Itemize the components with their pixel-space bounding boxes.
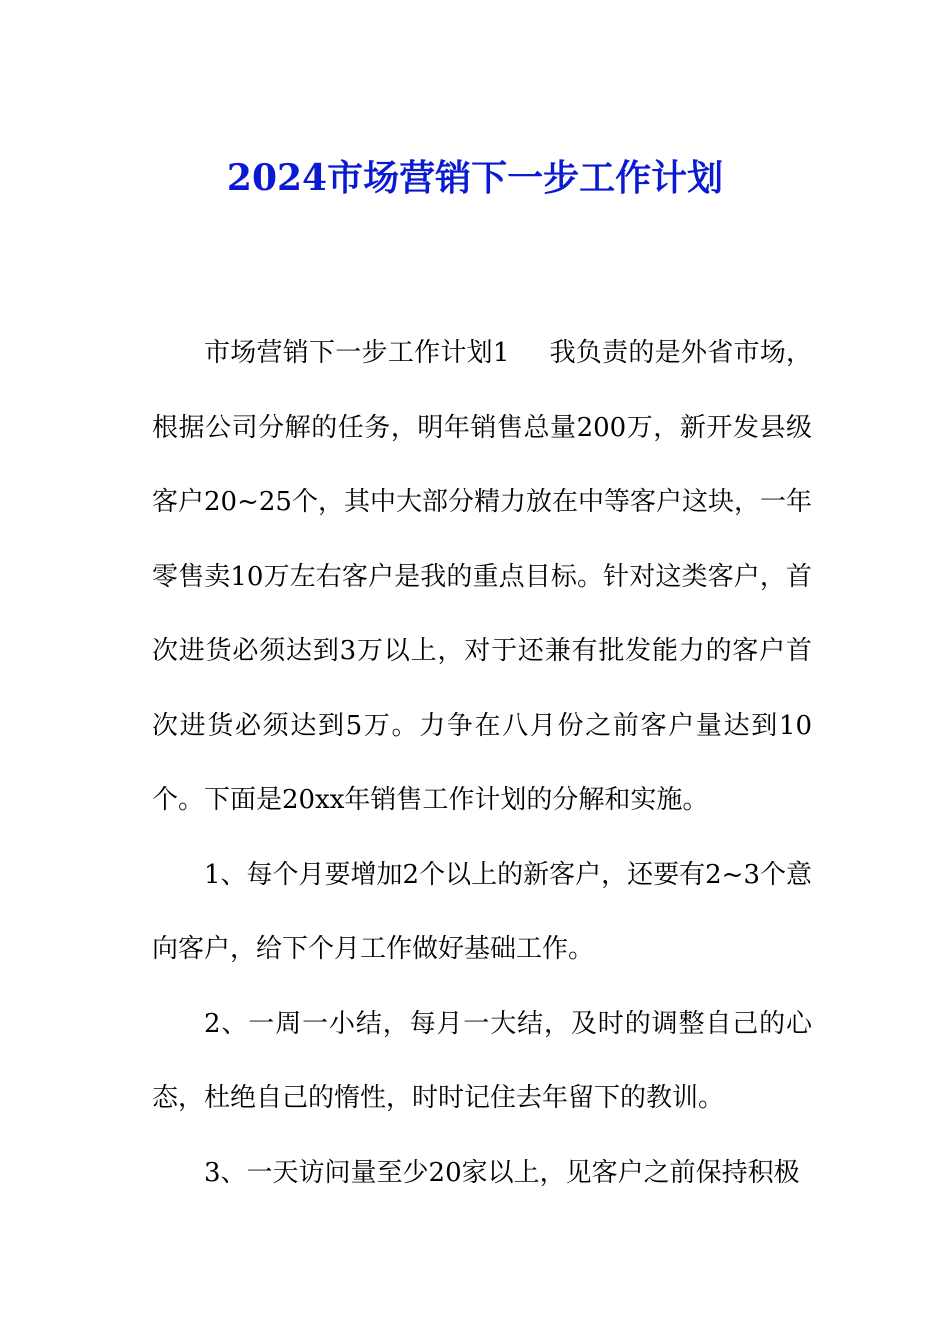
paragraph-3: 2、一周一小结，每月一大结，及时的调整自己的心态，杜绝自己的惰性，时时记住去年留下的教训。 <box>152 1008 812 1113</box>
document-title: 2024市场营销下一步工作计划 <box>226 157 724 199</box>
section-heading: 市场营销下一步工作计划1 <box>204 338 510 368</box>
paragraph-4: 3、一天访问量至少20家以上，见客户之前保持积极 <box>204 1157 800 1188</box>
paragraph-1 <box>152 316 812 838</box>
document-body <box>152 316 812 1210</box>
paragraph-2: 1、每个月要增加2个以上的新客户，还要有2~3个意向客户，给下个月工作做好基础工作。 <box>152 859 812 964</box>
paragraph-text: 我负责的是外省市场，根据公司分解的任务，明年销售总量200万，新开发县级客户20~25个，其中大部分精力放在中等客户这块，一年零售卖10万左右客户是我的重点目标。针对这类客户，首次进货必须达到3万以上，对于还兼有批发能力的客户首次进货必须达到5万。力争在八月份之前客户量达到10个。下面是20xx年销售工作计划的分解和实施。 <box>152 338 812 815</box>
